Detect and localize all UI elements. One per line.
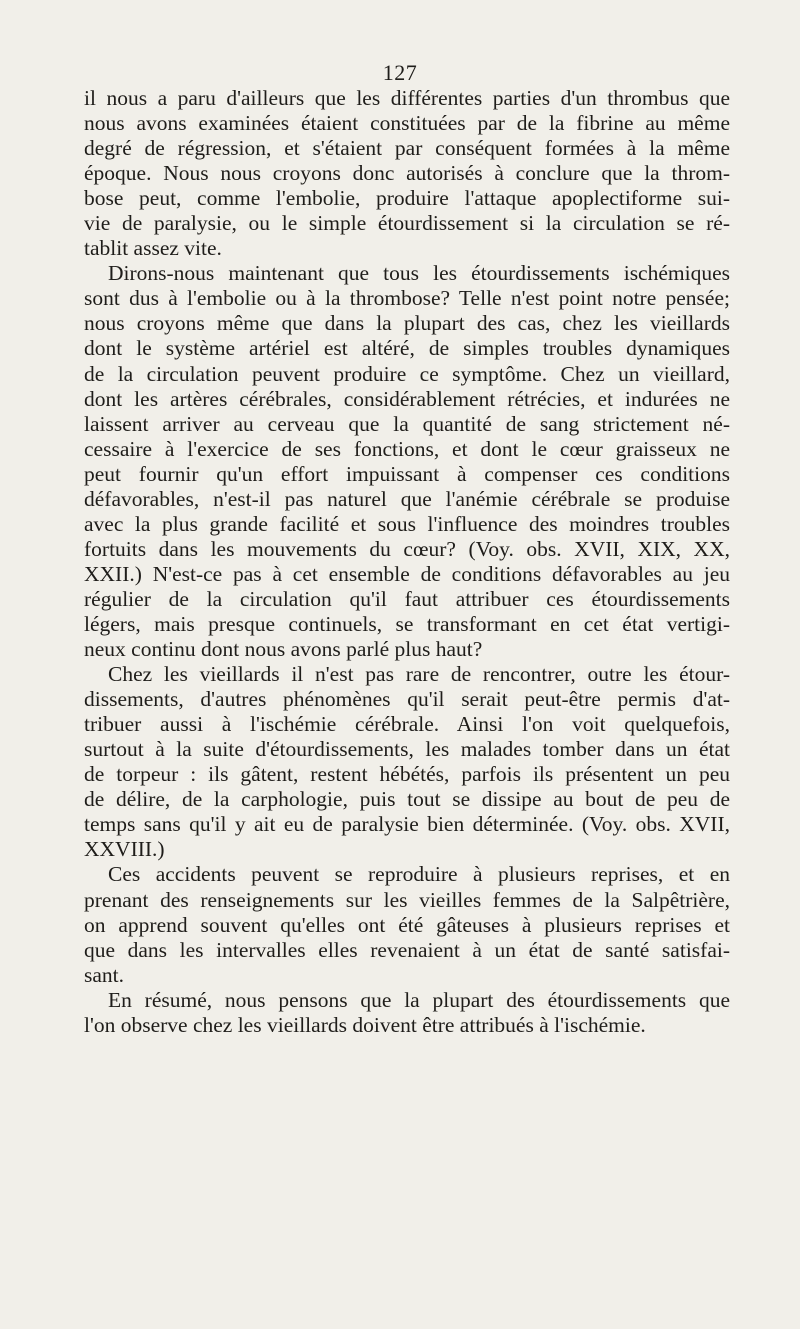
text-line: légers, mais presque continuels, se transformant en cet état vertigi- <box>84 611 730 636</box>
text-line: tribuer aussi à l'ischémie cérébrale. Ainsi l'on voit quelquefois, <box>84 712 730 737</box>
text-line: époque. Nous nous croyons donc autorisés à conclure que la throm- <box>84 161 730 186</box>
text-line: nous croyons même que dans la plupart des cas, chez les vieillards <box>84 311 730 336</box>
text-line: tablit assez vite. <box>84 236 222 261</box>
text-line: peut fournir qu'un effort impuissant à compenser ces conditions <box>84 461 730 486</box>
text-line: Chez les vieillards il n'est pas rare de rencontrer, outre les étour- <box>108 662 730 687</box>
text-line: fortuits dans les mouvements du cœur? (Voy. obs. XVII, XIX, XX, <box>84 536 730 561</box>
text-line: prenant des renseignements sur les vieilles femmes de la Salpêtrière, <box>84 887 730 912</box>
text-line: de torpeur : ils gâtent, restent hébétés, parfois ils présentent un peu <box>84 762 730 787</box>
text-line: Ces accidents peuvent se reproduire à plusieurs reprises, et en <box>108 862 730 887</box>
body-text <box>84 86 730 1038</box>
text-line: sont dus à l'embolie ou à la thrombose? Telle n'est point notre pensée; <box>84 286 730 311</box>
text-line: vie de paralysie, ou le simple étourdissement si la circulation se ré- <box>84 211 730 236</box>
text-line: XXII.) N'est-ce pas à cet ensemble de conditions défavorables au jeu <box>84 561 730 586</box>
text-line: l'on observe chez les vieillards doivent être attribués à l'ischémie. <box>84 1012 646 1037</box>
text-line: de délire, de la carphologie, puis tout se dissipe au bout de peu de <box>84 787 730 812</box>
text-line: cessaire à l'exercice de ses fonctions, et dont le cœur graisseux ne <box>84 436 730 461</box>
text-line: surtout à la suite d'étourdissements, les malades tomber dans un état <box>84 737 730 762</box>
paragraph <box>84 261 730 662</box>
text-line: régulier de la circulation qu'il faut attribuer ces étourdissements <box>84 586 730 611</box>
text-line: de la circulation peuvent produire ce symptôme. Chez un vieillard, <box>84 361 730 386</box>
page-number: 127 <box>382 60 418 85</box>
paragraph <box>84 862 730 987</box>
text-line: nous avons examinées étaient constituées par de la fibrine au même <box>84 111 730 136</box>
text-line: que dans les intervalles elles revenaient à un état de santé satisfai- <box>84 937 730 962</box>
text-line: dissements, d'autres phénomènes qu'il serait peut-être permis d'at- <box>84 687 730 712</box>
text-line: sant. <box>84 962 125 987</box>
text-line: dont les artères cérébrales, considérablement rétrécies, et indurées ne <box>84 386 730 411</box>
text-line: bose peut, comme l'embolie, produire l'attaque apoplectiforme sui- <box>84 186 730 211</box>
text-line: temps sans qu'il y ait eu de paralysie bien déterminée. (Voy. obs. XVII, <box>84 812 730 837</box>
paragraph <box>84 662 730 862</box>
text-line: dont le système artériel est altéré, de simples troubles dynamiques <box>84 336 730 361</box>
text-line: neux continu dont nous avons parlé plus haut? <box>84 637 483 662</box>
text-line: on apprend souvent qu'elles ont été gâteuses à plusieurs reprises et <box>84 912 730 937</box>
paragraph <box>84 988 730 1038</box>
text-line: laissent arriver au cerveau que la quantité de sang strictement né- <box>84 411 730 436</box>
text-line: degré de régression, et s'étaient par conséquent formées à la même <box>84 136 730 161</box>
text-line: En résumé, nous pensons que la plupart des étourdissements que <box>108 987 730 1012</box>
text-line: défavorables, n'est-il pas naturel que l'anémie cérébrale se produise <box>84 486 730 511</box>
text-line: Dirons-nous maintenant que tous les étourdissements ischémiques <box>108 261 730 286</box>
text-line: avec la plus grande facilité et sous l'influence des moindres troubles <box>84 511 730 536</box>
paragraph <box>84 86 730 261</box>
text-line: il nous a paru d'ailleurs que les différentes parties d'un thrombus que <box>84 86 730 110</box>
text-line: XXVIII.) <box>84 837 165 862</box>
